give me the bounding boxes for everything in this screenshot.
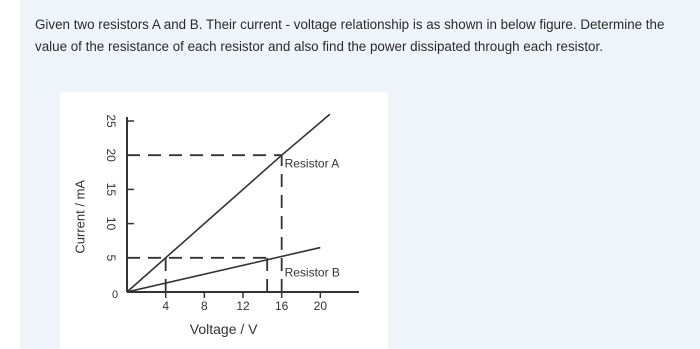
resistor-a-label: Resistor A	[284, 156, 340, 171]
resistor-b-label: Resistor B	[284, 265, 340, 280]
x-tick-label: 16	[274, 299, 289, 313]
iv-chart	[60, 92, 388, 349]
labels	[73, 114, 340, 337]
y-tick-label: 5	[104, 254, 118, 262]
question-text: Given two resistors A and B. Their current - voltage relationship is as shown in below figure. Determine the value of the resistance of each resistor and also find the power dissipated through each resistor.	[35, 17, 665, 54]
y-tick-label: 15	[104, 182, 118, 197]
origin-label: 0	[111, 289, 119, 301]
y-tick-label: 20	[104, 148, 118, 162]
x-tick-label: 20	[313, 299, 328, 313]
y-axis-title: Current / mA	[72, 179, 88, 254]
x-axis-title: Voltage / V	[189, 321, 258, 337]
question-card	[20, 0, 700, 349]
chart-figure	[60, 92, 388, 349]
y-tick-label: 10	[104, 216, 118, 231]
x-tick-label: 4	[162, 299, 170, 313]
x-tick-label: 12	[236, 299, 250, 313]
y-tick-label: 25	[104, 114, 118, 128]
x-tick-label: 8	[200, 299, 208, 313]
